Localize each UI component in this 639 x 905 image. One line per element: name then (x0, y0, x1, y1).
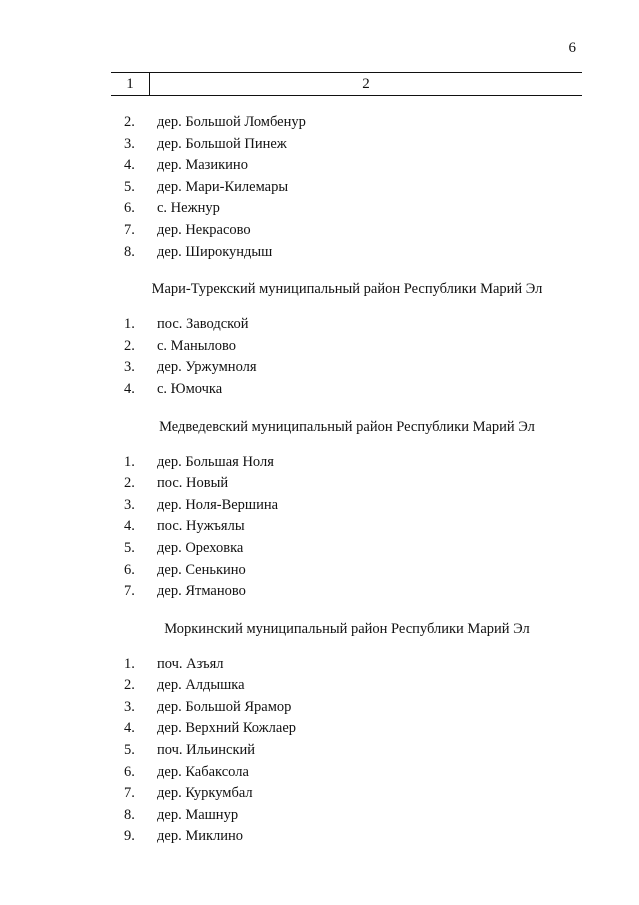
list-item (0, 495, 639, 517)
list-item-name: с. Юмочка (157, 380, 223, 397)
list-item-name: дер. Миклино (157, 828, 244, 845)
list-item-name: пос. Новый (157, 475, 229, 492)
list-item (0, 516, 639, 538)
list-item-number: 3. (124, 135, 135, 152)
list-item (0, 762, 639, 784)
first-list (0, 112, 639, 263)
list-item (0, 538, 639, 560)
list-item (0, 675, 639, 697)
list-item-name: дер. Верхний Кожлаер (157, 720, 297, 737)
list-item-name: пос. Нужъялы (157, 518, 245, 535)
list-item-number: 4. (124, 720, 135, 737)
list-item-name: дер. Машнур (157, 806, 239, 823)
list-item-name: дер. Алдышка (157, 677, 245, 694)
list-item-number: 6. (124, 200, 135, 217)
list-item (0, 560, 639, 582)
list-item-number: 8. (124, 243, 135, 260)
list-item-number: 8. (124, 806, 135, 823)
list-item-number: 3. (124, 359, 135, 376)
list-item-number: 2. (124, 677, 135, 694)
list-item-name: дер. Широкундыш (157, 243, 273, 260)
list-item-name: дер. Уржумноля (157, 359, 257, 376)
list-item-name: дер. Большой Ярамор (157, 698, 292, 715)
document-body (0, 112, 639, 848)
list-item (0, 473, 639, 495)
list-item (0, 718, 639, 740)
list-item (0, 783, 639, 805)
list-item (0, 740, 639, 762)
list-item-number: 9. (124, 828, 135, 845)
section-title: Моркинский муниципальный район Республики Марий Эл (164, 620, 530, 637)
list-item-number: 5. (124, 539, 135, 556)
list-item-name: с. Нежнур (157, 200, 220, 217)
column-header-1: 1 (111, 73, 150, 95)
list-item-number: 7. (124, 583, 135, 600)
list-item-name: дер. Сенькино (157, 561, 246, 578)
list-item-name: дер. Мазикино (157, 157, 248, 174)
district-sections (0, 263, 639, 848)
list-item (0, 452, 639, 474)
list-item-number: 6. (124, 763, 135, 780)
list-item-number: 4. (124, 157, 135, 174)
list-item (0, 826, 639, 848)
list-item-number: 2. (124, 114, 135, 130)
list-item (0, 357, 639, 379)
list-item-number: 5. (124, 742, 135, 759)
list-item-number: 1. (124, 655, 135, 672)
list-item-name: дер. Большая Ноля (157, 453, 274, 470)
table-header (111, 72, 582, 96)
list-item-name: дер. Большой Ломбенур (157, 114, 306, 130)
list-item (0, 112, 639, 134)
list-item-name: дер. Большой Пинеж (157, 135, 287, 152)
list-item (0, 379, 639, 401)
list-item-number: 6. (124, 561, 135, 578)
list-item-name: поч. Ильинский (157, 742, 256, 759)
list-item (0, 697, 639, 719)
list-item-name: дер. Кабаксола (157, 763, 249, 780)
list-item-number: 5. (124, 178, 135, 195)
list-item-name: поч. Азъял (157, 655, 224, 672)
list-item (0, 336, 639, 358)
column-header-2: 2 (362, 75, 370, 92)
list-item-name: дер. Куркумбал (157, 785, 253, 802)
list-item-number: 1. (124, 453, 135, 470)
list-item-number: 3. (124, 496, 135, 513)
list-item-number: 2. (124, 475, 135, 492)
section-title: Медведевский муниципальный район Республики Марий Эл (159, 418, 535, 435)
list-item (0, 581, 639, 603)
list-item (0, 155, 639, 177)
list-item-number: 7. (124, 785, 135, 802)
list-item-number: 4. (124, 380, 135, 397)
list-item (0, 654, 639, 676)
list-item (0, 177, 639, 199)
list-item-name: с. Манылово (157, 337, 236, 354)
list-item-name: дер. Некрасово (157, 221, 251, 238)
list-item-name: дер. Ятманово (157, 583, 246, 600)
list-item (0, 805, 639, 827)
list-item (0, 314, 639, 336)
list-item-name: пос. Заводской (157, 316, 249, 333)
list-item-number: 2. (124, 337, 135, 354)
list-item-name: дер. Мари-Килемары (157, 178, 289, 195)
list-item (0, 134, 639, 156)
list-item-number: 3. (124, 698, 135, 715)
list-item-number: 1. (124, 316, 135, 333)
page-number: 6 (568, 40, 576, 56)
list-item-name: дер. Ореховка (157, 539, 244, 556)
section-title: Мари-Турекский муниципальный район Республики Марий Эл (151, 281, 543, 298)
list-item (0, 198, 639, 220)
list-item (0, 220, 639, 242)
list-item-name: дер. Ноля-Вершина (157, 496, 279, 513)
list-item-number: 7. (124, 221, 135, 238)
list-item-number: 4. (124, 518, 135, 535)
list-item (0, 242, 639, 264)
